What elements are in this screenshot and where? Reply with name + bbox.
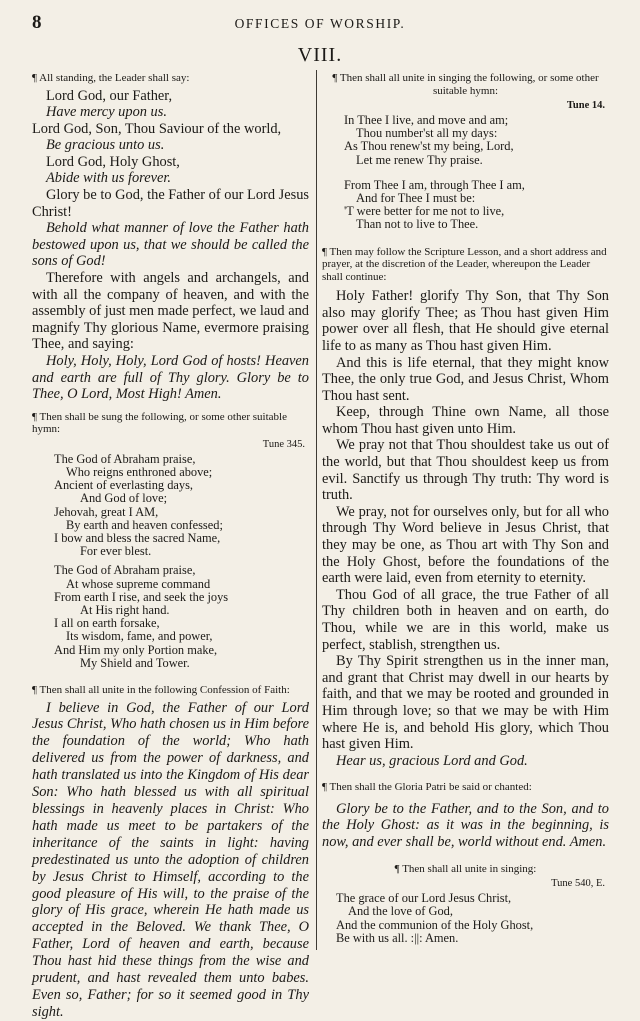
preface-text: Therefore with angels and archangels, and with all the company of heaven, and with the assembly of just men made perfect, we laud and magnify Thy glorious Name, evermore praising Thee, and saying: — [32, 270, 309, 353]
hymn-line: And God of love; — [80, 491, 168, 506]
rubric-hymn: ¶ Then shall all unite in singing the following, or some other suitable hymn: — [332, 72, 599, 97]
hymn-line: And the love of God, — [348, 904, 453, 919]
hymn-stanza — [32, 453, 309, 559]
running-title: OFFICES OF WORSHIP. — [234, 16, 406, 31]
hymn-stanza — [322, 114, 609, 167]
section-numeral: VIII. — [297, 44, 343, 66]
hymn-line: Jehovah, great I AM, — [54, 504, 159, 519]
gloria-patri: Glory be to the Father, and to the Son, and to the Holy Ghost: as it was in the beginning, is now, and ever shall be, world without end. Amen. — [322, 800, 609, 851]
hymn-line: Who reigns enthroned above; — [66, 464, 213, 479]
hymn-line: I bow and bless the sacred Name, — [54, 531, 221, 545]
hymn-line: From Thee I am, through Thee I am, — [344, 177, 525, 192]
scripture-line: Behold what manner of love the Father hath bestowed upon us, that we should be called the sons of God! — [32, 220, 309, 270]
hymn-line: And Him my only Portion make, — [54, 642, 218, 657]
hymn-line: Be with us all. :||: Amen. — [336, 930, 459, 945]
hymn-line: In Thee I live, and move and am; — [344, 113, 509, 127]
response: Be gracious unto us. — [46, 137, 165, 154]
prayer-paragraph: And this is life eternal, that they might know Thee, the only true God, and Jesus Christ, Whom Thou hast sent. — [322, 354, 609, 404]
hymn-line: Ancient of everlasting days, — [54, 478, 194, 493]
prayer-response: Hear us, gracious Lord and God. — [336, 752, 528, 769]
page-header — [0, 10, 640, 36]
prayer-paragraph: Thou God of all grace, the true Father of all Thy children both in heaven and on earth, do Thou, while we are in this world, make us perfect, stablish, strengthen us. — [322, 586, 609, 653]
hymn-line: The God of Abraham praise, — [54, 563, 196, 578]
hymn-line: The grace of our Lord Jesus Christ, — [336, 891, 512, 906]
column-divider — [316, 70, 317, 950]
hymn-line: Thou number'st all my days: — [356, 126, 498, 141]
page-number: 8 — [32, 12, 42, 33]
prayer-paragraph: We pray not that Thou shouldest take us out of the world, but that Thou shouldest keep us from evil. Sanctify us through Thy truth: Thy word is truth. — [322, 437, 609, 504]
hymn-stanza — [32, 564, 309, 670]
rubric-leader-say: ¶ All standing, the Leader shall say: — [32, 72, 190, 84]
rubric-closing-hymn: ¶ Then shall all unite in singing: — [394, 862, 537, 875]
versicle: Lord God, our Father, — [46, 87, 173, 104]
hymn-line: As Thou renew'st my being, Lord, — [344, 139, 514, 154]
prayer-paragraph: Holy Father! glorify Thy Son, that Thy Son also may glorify Thee; as Thou hast given Him power over all flesh, that He should give eternal life to as many as Thou hast given Him. — [322, 288, 609, 354]
prayer-paragraph: Keep, through Thine own Name, all those whom Thou hast given unto Him. — [322, 404, 609, 437]
hymn-line: And for Thee I must be: — [356, 191, 476, 206]
response: Have mercy upon us. — [46, 104, 167, 121]
tune-number: Tune 14. — [566, 100, 605, 111]
hymn-line: I all on earth forsake, — [54, 616, 160, 631]
confession-text: I believe in God, the Father of our Lord Jesus Christ, Who hath chosen us in Him before the foundation of the world; Who hath delivered us from the power of darkness, and hath translated us into the Kingdom of His dear Son: Who hath blessed us with all spiritual blessings in heavenly places in Christ: Who hath made us meet to be partakers of the inheritance of the saints in light: having predestinated us unto the adoption of children by Jesus Christ to Himself, according to the good pleasure of His will, to the praise of the glory of His grace, wherein He hath made us accepted in the Beloved. We thank Thee, O Father, Lord of heaven and earth, because Thou hast hid these things from the wise and prudent, and hast revealed them unto babes. Even so, Father; for so it seemed good in Thy sight. — [32, 699, 309, 1020]
left-column — [32, 70, 309, 1021]
response: Abide with us forever. — [46, 170, 171, 187]
versicle: Lord God, Son, Thou Saviour of the world, — [32, 120, 282, 137]
rubric-hymn: ¶ Then shall be sung the following, or some other suitable hymn: — [32, 410, 287, 436]
hymn-line: My Shield and Tower. — [80, 655, 190, 670]
hymn-stanza — [322, 892, 609, 945]
hymn-line: At His right hand. — [80, 603, 170, 618]
rubric-gloria: ¶ Then shall the Gloria Patri be said or chanted: — [322, 781, 532, 794]
opening-versicles — [32, 88, 309, 403]
prayer-paragraph: By Thy Spirit strengthen us in the inner man, and grant that Christ may dwell in our hearts by faith, and that we may be rooted and grounded in Him through love; so that we may be with Him where He is, and behold His glory, which Thou hast given Him. — [322, 653, 609, 753]
rubric-confession: ¶ Then shall all unite in the following Confession of Faith: — [32, 684, 290, 697]
hymn-line: And the communion of the Holy Ghost, — [336, 917, 534, 932]
hymn-stanza — [322, 179, 609, 232]
doxology-line: Glory be to God, the Father of our Lord Jesus Christ! — [32, 187, 309, 220]
versicle: Lord God, Holy Ghost, — [46, 153, 180, 170]
hymn-line: From earth I rise, and seek the joys — [54, 589, 229, 604]
hymn-line: 'T were better for me not to live, — [344, 204, 505, 219]
tune-number: Tune 345. — [262, 438, 305, 450]
prayer-paragraph: We pray, not for ourselves only, but for all who through Thy Word believe in Jesus Christ, that they may be one, as Thou art with Thy Son and the Holy Ghost, before the foundations of the earth were laid, even from eternity to eternity. — [322, 503, 609, 587]
right-column — [322, 70, 609, 951]
tune-number: Tune 540, E. — [551, 878, 605, 890]
sanctus-text: Holy, Holy, Holy, Lord God of hosts! Heaven and earth are full of Thy glory. Glory be to Thee, O Lord, Most High! Amen. — [32, 353, 309, 403]
hymn-line: Than not to live to Thee. — [356, 217, 479, 232]
hymn-line: The God of Abraham praise, — [54, 451, 196, 466]
hymn-line: At whose supreme command — [66, 576, 211, 591]
hymn-line: Its wisdom, fame, and power, — [66, 629, 213, 644]
hymn-line: For ever blest. — [80, 544, 152, 559]
hymn-line: Let me renew Thy praise. — [356, 152, 483, 167]
hymn-line: By earth and heaven confessed; — [66, 517, 223, 532]
rubric-scripture: ¶ Then may follow the Scripture Lesson, and a short address and prayer, at the discretion of the Leader, whereupon the Leader shall continue: — [322, 245, 607, 283]
